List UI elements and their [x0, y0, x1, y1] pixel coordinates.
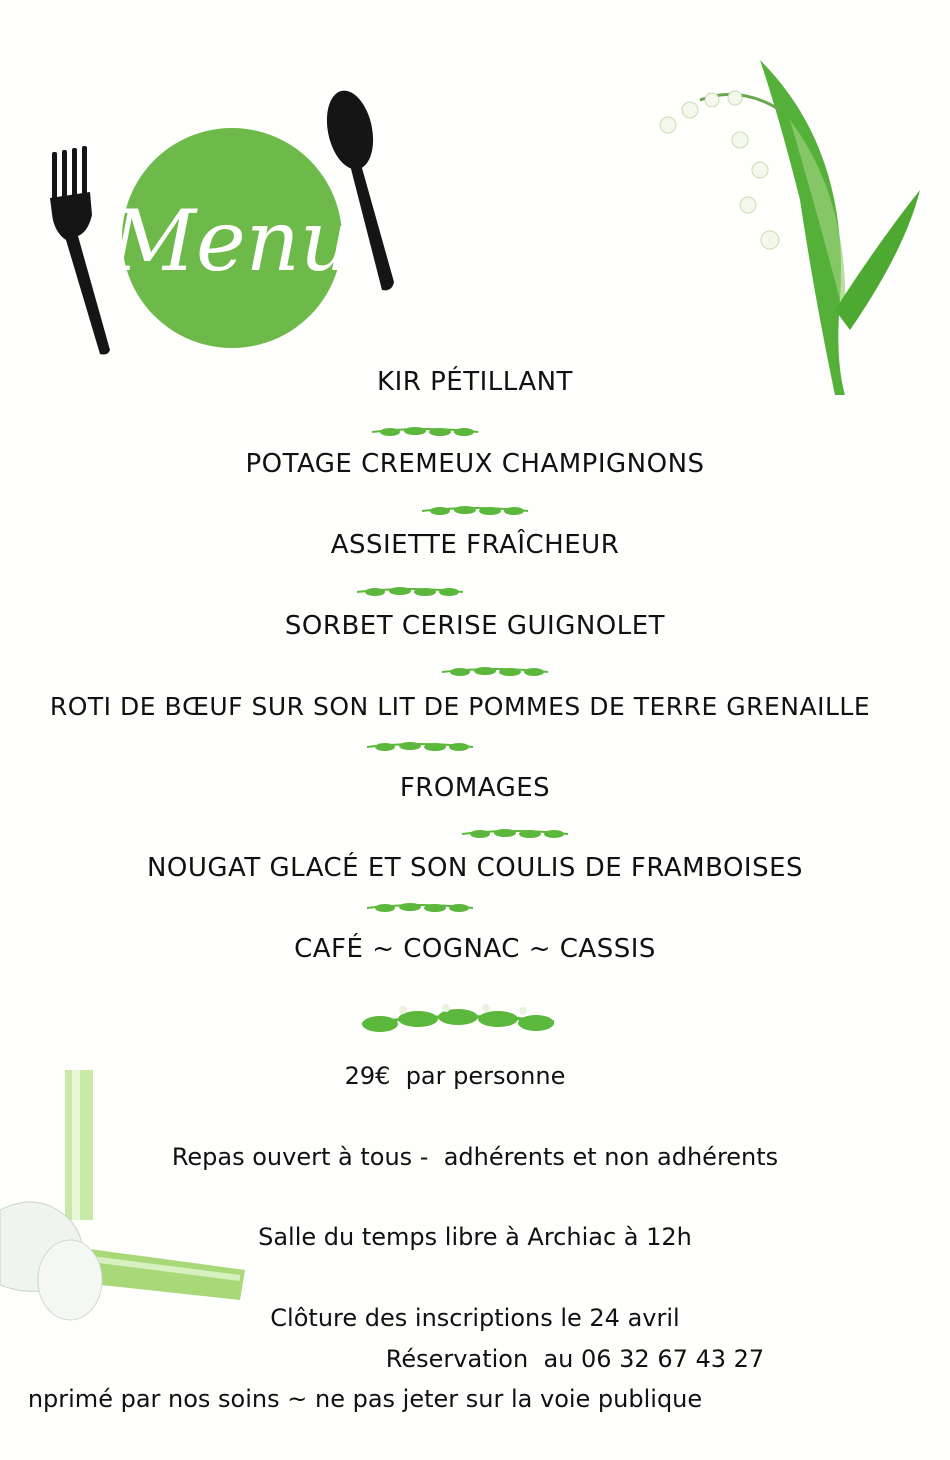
menu-logo-text: Menu: [110, 192, 354, 290]
course-7: NOUGAT GLACÉ ET SON COULIS DE FRAMBOISES: [146, 853, 804, 883]
leaf-vine-icon: [370, 424, 480, 440]
closing-date-text: Clôture des inscriptions le 24 avril: [270, 1304, 680, 1332]
reservation-text: Réservation au 06 32 67 43 27: [385, 1345, 765, 1373]
leaf-vine-icon: [365, 739, 475, 755]
price-text: 29€ par personne: [344, 1062, 566, 1090]
leaf-vine-icon: [440, 664, 550, 680]
course-6: FROMAGES: [399, 773, 551, 803]
header-artwork: [0, 0, 950, 400]
course-8: CAFÉ ~ COGNAC ~ CASSIS: [294, 934, 656, 964]
course-3: ASSIETTE FRAÎCHEUR: [330, 530, 620, 560]
course-5: ROTI DE BŒUF SUR SON LIT DE POMMES DE TERRE GRENAILLE: [49, 692, 871, 721]
leaf-vine-icon: [365, 900, 475, 916]
course-1: KIR PÉTILLANT: [377, 367, 573, 397]
leaf-vine-icon: [355, 584, 465, 600]
venue-text: Salle du temps libre à Archiac à 12h: [258, 1223, 692, 1251]
lily-of-the-valley-icon: [660, 60, 920, 395]
leaf-vine-icon: [358, 1002, 558, 1038]
fork-icon: [50, 146, 110, 355]
leaf-vine-icon: [460, 826, 570, 842]
course-4: SORBET CERISE GUIGNOLET: [284, 611, 666, 641]
footer-text: nprimé par nos soins ~ ne pas jeter sur la voie publique: [27, 1385, 703, 1413]
leaf-vine-icon: [420, 503, 530, 519]
course-2: POTAGE CREMEUX CHAMPIGNONS: [245, 449, 705, 479]
open-to-text: Repas ouvert à tous - adhérents et non adhérents: [171, 1143, 779, 1171]
